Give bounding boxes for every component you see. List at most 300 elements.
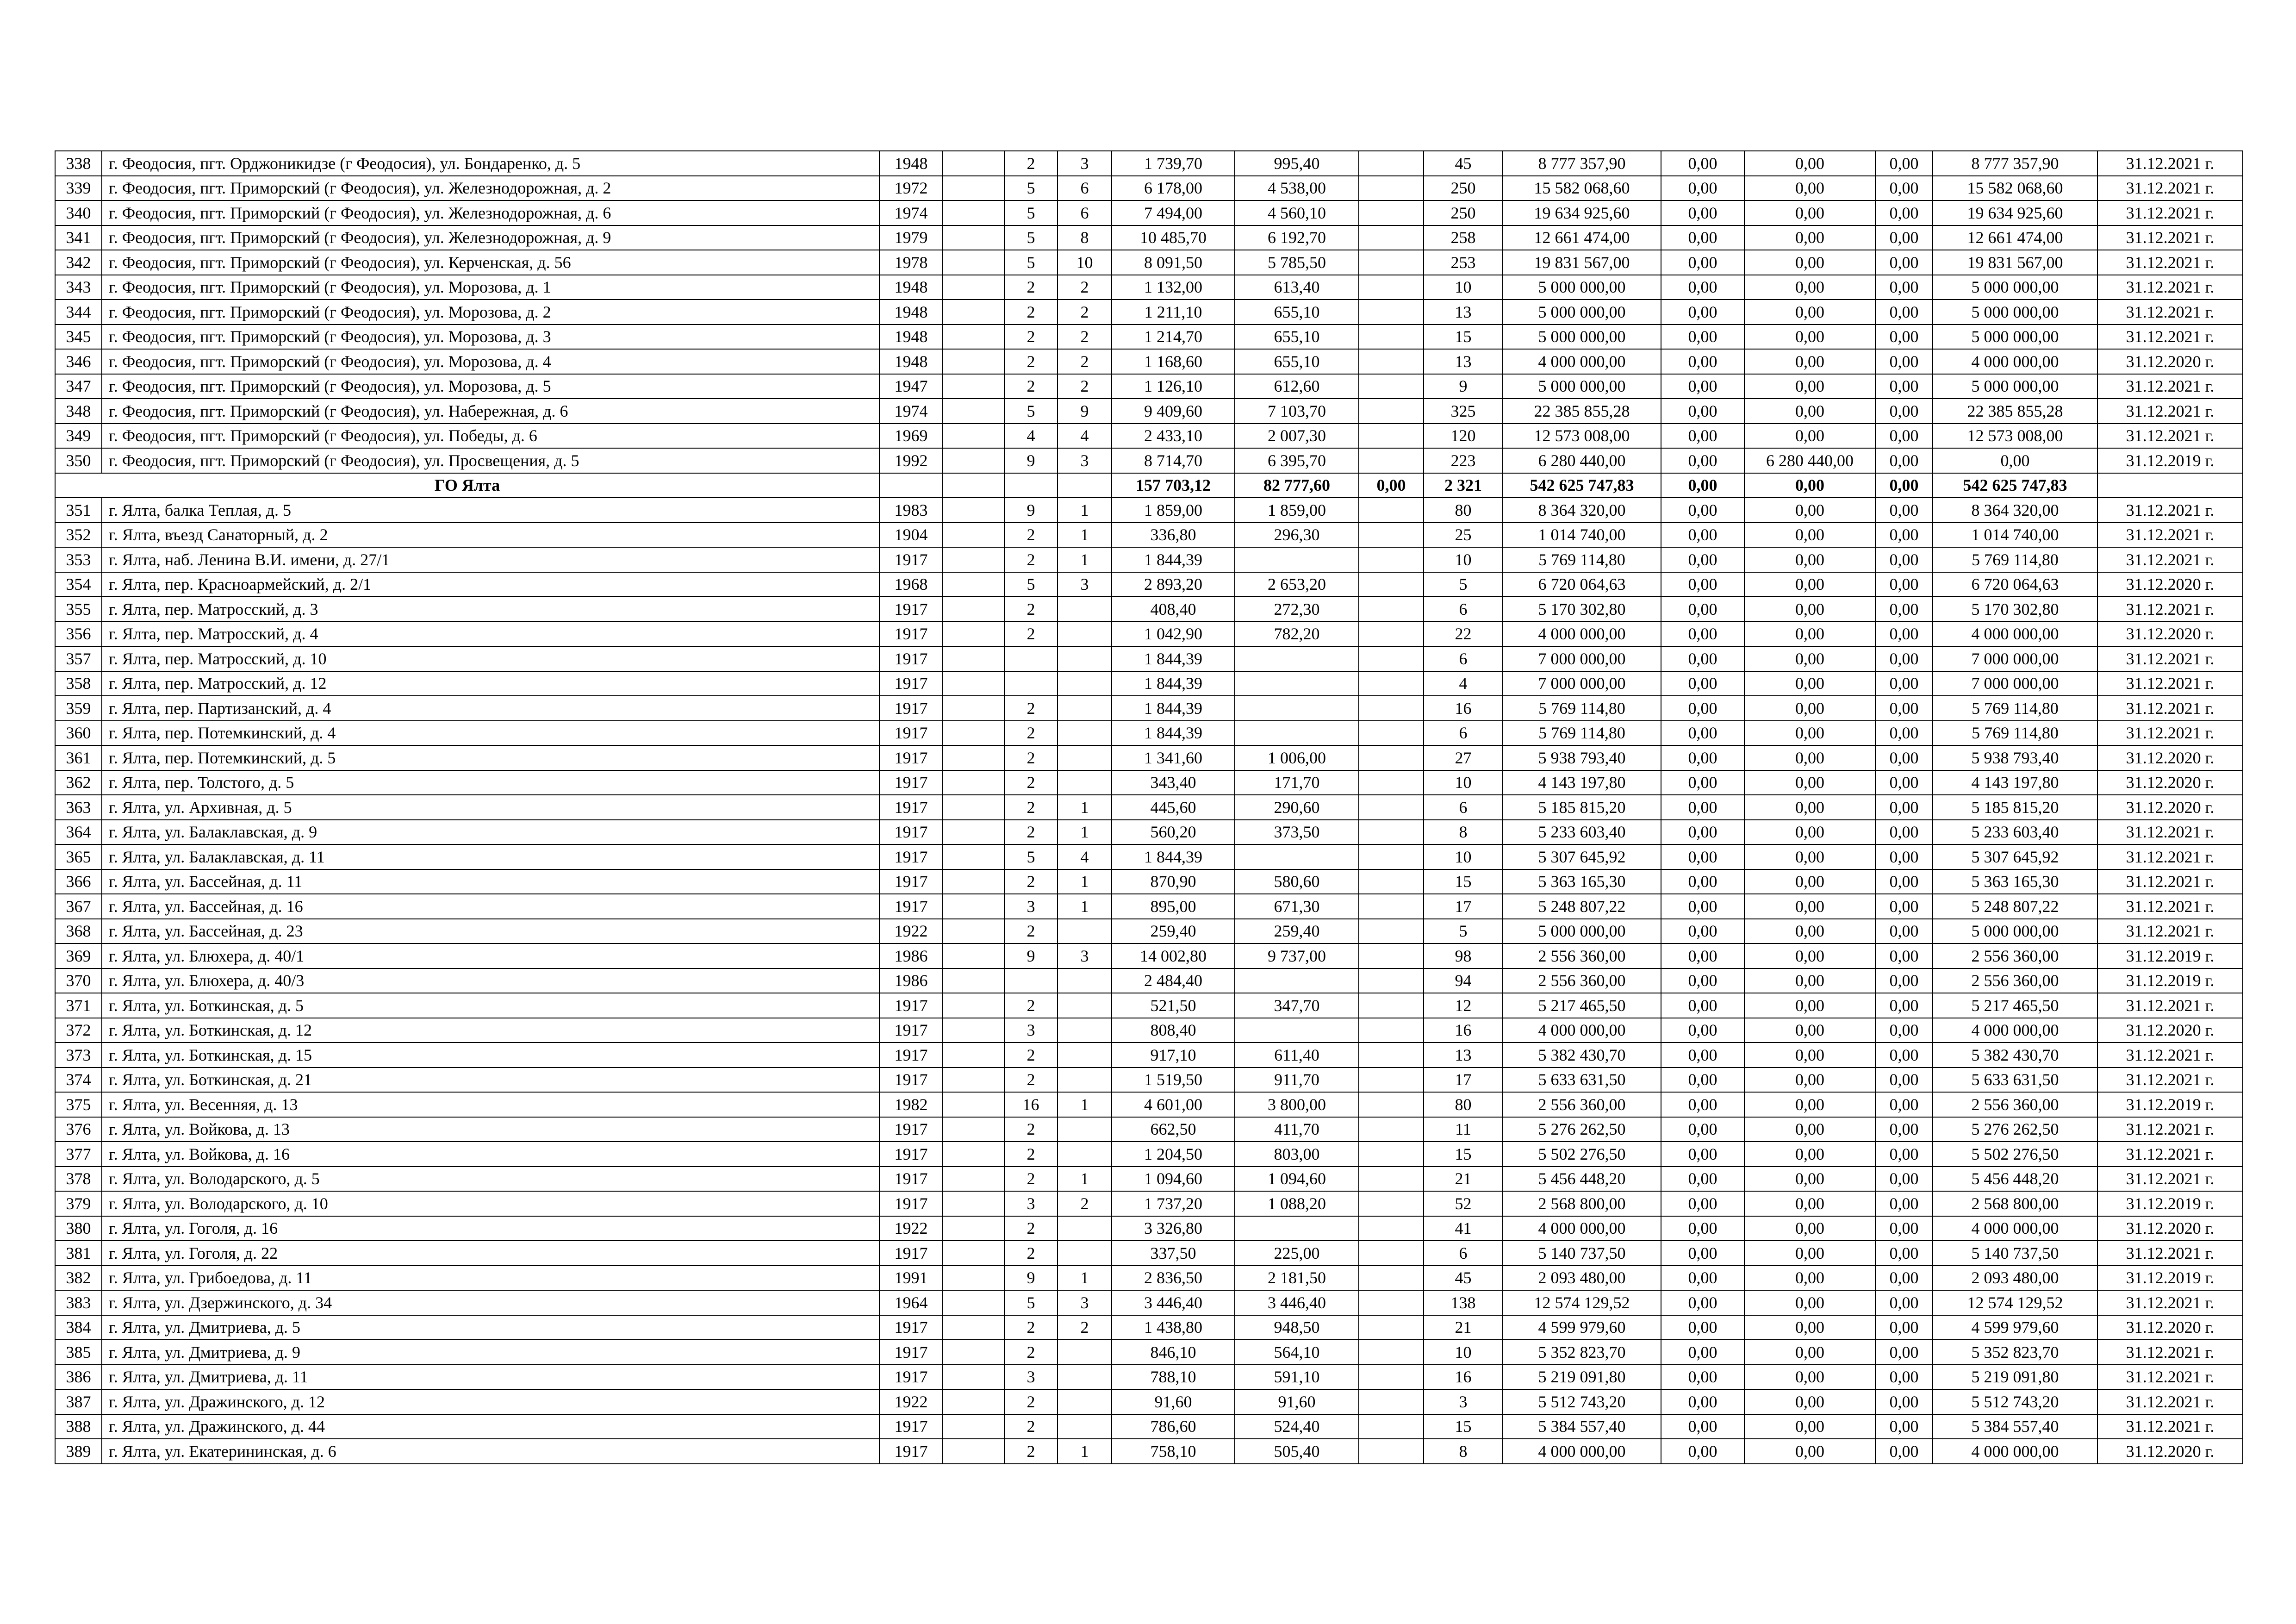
cell-year-commissioned [943,721,1004,746]
cell-local-cost: 0,00 [1875,795,1933,820]
cell-total-cost: 5 456 448,20 [1503,1167,1661,1192]
cell-budget-cost: 0,00 [1744,1439,1875,1464]
cell-local-cost: 0,00 [1875,1191,1933,1216]
cell-year-built: 1917 [879,1315,943,1340]
cell-address: г. Ялта, пер. Матросский, д. 4 [102,622,879,647]
cell-residential-area: 1 094,60 [1235,1167,1359,1192]
cell-address: г. Ялта, пер. Матросский, д. 10 [102,646,879,671]
cell-total-area: 1 126,10 [1112,374,1235,399]
cell-residents: 9 [1424,374,1503,399]
cell-budget-cost: 0,00 [1744,349,1875,374]
cell-entrances: 3 [1058,151,1112,176]
cell-row-number: 363 [55,795,102,820]
cell-residents: 6 [1424,646,1503,671]
cell-year-built: 1982 [879,1092,943,1117]
table-row [55,200,2243,225]
cell-entrances: 1 [1058,795,1112,820]
cell-residential-area: 6 192,70 [1235,225,1359,250]
cell-fund-cost: 0,00 [1661,696,1744,721]
cell-floors: 5 [1004,1290,1058,1315]
cell-budget-cost: 0,00 [1744,374,1875,399]
cell-floors: 9 [1004,1266,1058,1291]
cell-fund-cost: 0,00 [1661,597,1744,622]
cell-year-built: 1968 [879,572,943,597]
cell-address: г. Ялта, ул. Дмитриева, д. 5 [102,1315,879,1340]
cell-residential-area: 671,30 [1235,894,1359,919]
cell-residential-area: 655,10 [1235,300,1359,325]
cell-year-built: 1947 [879,374,943,399]
cell-fund-cost: 0,00 [1661,498,1744,523]
cell-entrances [1058,993,1112,1018]
cell-residents: 15 [1424,869,1503,894]
cell-total-area: 259,40 [1112,919,1235,944]
cell-budget-cost: 0,00 [1744,523,1875,548]
cell-budget-cost: 0,00 [1744,894,1875,919]
cell-nonresidential-area [1359,1290,1424,1315]
cell-entrances [1058,968,1112,993]
cell-total-area: 14 002,80 [1112,943,1235,968]
cell-residents: 6 [1424,597,1503,622]
cell-row-number: 358 [55,671,102,696]
cell-local-cost: 0,00 [1875,275,1933,300]
cell-address: г. Ялта, пер. Толстого, д. 5 [102,770,879,795]
cell-nonresidential-area [1359,820,1424,845]
cell-address: г. Ялта, пер. Матросский, д. 12 [102,671,879,696]
cell-year-commissioned [943,325,1004,350]
cell-floors: 2 [1004,770,1058,795]
cell-residential-area: 613,40 [1235,275,1359,300]
cell-entrances: 3 [1058,1290,1112,1315]
cell-residents: 4 [1424,671,1503,696]
cell-residential-area: 2 653,20 [1235,572,1359,597]
cell-year-built: 1917 [879,869,943,894]
table-row [55,622,2243,647]
cell-fund-cost: 0,00 [1661,1365,1744,1390]
cell-total-area: 445,60 [1112,795,1235,820]
table-row [55,300,2243,325]
cell-floors: 2 [1004,597,1058,622]
cell-row-number: 349 [55,424,102,449]
cell-residential-area: 611,40 [1235,1043,1359,1068]
cell-total-area: 917,10 [1112,1043,1235,1068]
cell-address: г. Ялта, ул. Войкова, д. 13 [102,1117,879,1142]
cell-year-built: 1948 [879,275,943,300]
cell-residents: 120 [1424,424,1503,449]
cell-total-cost: 5 000 000,00 [1503,919,1661,944]
cell-budget-cost: 0,00 [1744,721,1875,746]
cell-residents: 16 [1424,1018,1503,1043]
cell-nonresidential-area [1359,745,1424,770]
cell-row-number: 371 [55,993,102,1018]
cell-address: г. Ялта, пер. Матросский, д. 3 [102,597,879,622]
cell-total-cost: 2 556 360,00 [1503,1092,1661,1117]
cell-row-number: 353 [55,547,102,572]
cell-total-cost: 4 000 000,00 [1503,622,1661,647]
cell-floors: 2 [1004,721,1058,746]
cell-row-number: 357 [55,646,102,671]
cell-owners-cost: 19 634 925,60 [1933,200,2097,225]
cell-local-cost: 0,00 [1875,225,1933,250]
cell-total-cost: 5 140 737,50 [1503,1241,1661,1266]
cell-total-area: 1 094,60 [1112,1167,1235,1192]
cell-completion-date: 31.12.2019 г. [2097,1191,2243,1216]
table-row [55,1365,2243,1390]
cell-entrances [1058,696,1112,721]
cell-budget-cost: 0,00 [1744,424,1875,449]
cell-year-built: 1917 [879,721,943,746]
cell-fund-cost: 0,00 [1661,448,1744,473]
cell-nonresidential-area [1359,943,1424,968]
cell-fund-cost: 0,00 [1661,943,1744,968]
cell-row-number: 385 [55,1340,102,1365]
cell-residential-area: 347,70 [1235,993,1359,1018]
cell-fund-cost: 0,00 [1661,523,1744,548]
cell-residents: 10 [1424,1340,1503,1365]
total-cell: 0,00 [1744,473,1875,498]
cell-year-built: 1917 [879,1043,943,1068]
total-cell: 0,00 [1875,473,1933,498]
cell-year-built: 1917 [879,671,943,696]
cell-year-commissioned [943,1365,1004,1390]
cell-address: г. Ялта, ул. Дражинского, д. 12 [102,1389,879,1414]
cell-address: г. Ялта, ул. Балаклавская, д. 11 [102,844,879,869]
cell-owners-cost: 5 769 114,80 [1933,696,2097,721]
cell-fund-cost: 0,00 [1661,200,1744,225]
cell-floors: 2 [1004,300,1058,325]
cell-total-cost: 5 000 000,00 [1503,325,1661,350]
cell-fund-cost: 0,00 [1661,968,1744,993]
cell-floors: 2 [1004,547,1058,572]
cell-residents: 12 [1424,993,1503,1018]
cell-total-area: 1 844,39 [1112,696,1235,721]
cell-year-built: 1992 [879,448,943,473]
cell-year-commissioned [943,820,1004,845]
table-row [55,1290,2243,1315]
table-row [55,250,2243,275]
table-row [55,844,2243,869]
cell-floors: 3 [1004,1018,1058,1043]
total-cell: 82 777,60 [1235,473,1359,498]
cell-nonresidential-area [1359,275,1424,300]
cell-total-cost: 5 248 807,22 [1503,894,1661,919]
total-cell [1058,473,1112,498]
cell-entrances: 2 [1058,1191,1112,1216]
cell-nonresidential-area [1359,547,1424,572]
cell-residential-area: 580,60 [1235,869,1359,894]
cell-residential-area [1235,844,1359,869]
cell-fund-cost: 0,00 [1661,795,1744,820]
cell-year-built: 1978 [879,250,943,275]
cell-total-cost: 8 777 357,90 [1503,151,1661,176]
cell-nonresidential-area [1359,869,1424,894]
table-row [55,919,2243,944]
cell-residents: 98 [1424,943,1503,968]
cell-year-built: 1964 [879,1290,943,1315]
cell-nonresidential-area [1359,622,1424,647]
cell-floors: 2 [1004,622,1058,647]
cell-completion-date: 31.12.2021 г. [2097,1389,2243,1414]
cell-address: г. Феодосия, пгт. Приморский (г Феодосия), ул. Железнодорожная, д. 2 [102,176,879,201]
cell-budget-cost: 0,00 [1744,1043,1875,1068]
table-row [55,968,2243,993]
cell-residential-area: 373,50 [1235,820,1359,845]
cell-budget-cost: 0,00 [1744,869,1875,894]
cell-entrances: 2 [1058,325,1112,350]
cell-total-cost: 7 000 000,00 [1503,646,1661,671]
cell-address: г. Ялта, пер. Потемкинский, д. 4 [102,721,879,746]
cell-entrances [1058,721,1112,746]
cell-completion-date: 31.12.2021 г. [2097,820,2243,845]
cell-total-cost: 5 000 000,00 [1503,300,1661,325]
table-row [55,399,2243,424]
table-row [55,176,2243,201]
cell-fund-cost: 0,00 [1661,1142,1744,1167]
cell-completion-date: 31.12.2021 г. [2097,250,2243,275]
cell-floors: 2 [1004,795,1058,820]
cell-row-number: 389 [55,1439,102,1464]
table-row [55,869,2243,894]
cell-floors: 2 [1004,1389,1058,1414]
cell-budget-cost: 0,00 [1744,300,1875,325]
cell-nonresidential-area [1359,795,1424,820]
cell-year-commissioned [943,300,1004,325]
cell-nonresidential-area [1359,374,1424,399]
cell-local-cost: 0,00 [1875,572,1933,597]
cell-fund-cost: 0,00 [1661,869,1744,894]
cell-local-cost: 0,00 [1875,993,1933,1018]
cell-address: г. Ялта, ул. Грибоедова, д. 11 [102,1266,879,1291]
cell-residents: 21 [1424,1315,1503,1340]
cell-residential-area: 4 538,00 [1235,176,1359,201]
cell-residential-area: 591,10 [1235,1365,1359,1390]
cell-owners-cost: 19 831 567,00 [1933,250,2097,275]
cell-floors: 2 [1004,1340,1058,1365]
cell-row-number: 365 [55,844,102,869]
cell-residents: 45 [1424,1266,1503,1291]
cell-total-cost: 2 568 800,00 [1503,1191,1661,1216]
cell-year-commissioned [943,1191,1004,1216]
cell-completion-date: 31.12.2021 г. [2097,1290,2243,1315]
table-row [55,820,2243,845]
cell-year-built: 1969 [879,424,943,449]
cell-residential-area [1235,1216,1359,1241]
total-cell: 157 703,12 [1112,473,1235,498]
cell-address: г. Ялта, ул. Бассейная, д. 16 [102,894,879,919]
cell-entrances: 1 [1058,820,1112,845]
cell-nonresidential-area [1359,671,1424,696]
cell-address: г. Ялта, ул. Володарского, д. 5 [102,1167,879,1192]
cell-fund-cost: 0,00 [1661,349,1744,374]
cell-year-commissioned [943,1266,1004,1291]
cell-completion-date: 31.12.2019 г. [2097,448,2243,473]
cell-floors: 2 [1004,1117,1058,1142]
cell-row-number: 366 [55,869,102,894]
cell-floors: 2 [1004,374,1058,399]
cell-year-built: 1917 [879,1340,943,1365]
cell-fund-cost: 0,00 [1661,1191,1744,1216]
cell-year-built: 1974 [879,399,943,424]
cell-local-cost: 0,00 [1875,1043,1933,1068]
cell-year-built: 1979 [879,225,943,250]
cell-address: г. Ялта, пер. Партизанский, д. 4 [102,696,879,721]
cell-nonresidential-area [1359,200,1424,225]
cell-fund-cost: 0,00 [1661,1092,1744,1117]
housing-table [55,150,2243,1464]
table-row [55,498,2243,523]
cell-owners-cost: 1 014 740,00 [1933,523,2097,548]
cell-entrances: 1 [1058,894,1112,919]
cell-completion-date: 31.12.2020 г. [2097,622,2243,647]
cell-floors: 2 [1004,820,1058,845]
total-cell [879,473,943,498]
cell-year-commissioned [943,919,1004,944]
cell-owners-cost: 15 582 068,60 [1933,176,2097,201]
cell-total-cost: 4 599 979,60 [1503,1315,1661,1340]
cell-entrances [1058,1018,1112,1043]
cell-total-cost: 5 185 815,20 [1503,795,1661,820]
cell-nonresidential-area [1359,250,1424,275]
cell-owners-cost: 5 938 793,40 [1933,745,2097,770]
cell-local-cost: 0,00 [1875,1117,1933,1142]
cell-year-built: 1917 [879,993,943,1018]
cell-total-area: 1 739,70 [1112,151,1235,176]
cell-completion-date: 31.12.2021 г. [2097,646,2243,671]
cell-local-cost: 0,00 [1875,622,1933,647]
cell-total-cost: 5 219 091,80 [1503,1365,1661,1390]
cell-owners-cost: 4 000 000,00 [1933,1439,2097,1464]
cell-owners-cost: 5 307 645,92 [1933,844,2097,869]
cell-residents: 6 [1424,721,1503,746]
cell-local-cost: 0,00 [1875,374,1933,399]
cell-total-area: 1 132,00 [1112,275,1235,300]
cell-floors [1004,646,1058,671]
cell-residential-area: 6 395,70 [1235,448,1359,473]
cell-row-number: 346 [55,349,102,374]
cell-address: г. Ялта, ул. Балаклавская, д. 9 [102,820,879,845]
cell-year-built: 1983 [879,498,943,523]
cell-owners-cost: 7 000 000,00 [1933,646,2097,671]
cell-owners-cost: 5 512 743,20 [1933,1389,2097,1414]
cell-fund-cost: 0,00 [1661,250,1744,275]
cell-completion-date: 31.12.2021 г. [2097,1117,2243,1142]
cell-total-cost: 4 000 000,00 [1503,1216,1661,1241]
cell-budget-cost: 0,00 [1744,176,1875,201]
cell-local-cost: 0,00 [1875,1365,1933,1390]
cell-entrances [1058,671,1112,696]
cell-address: г. Феодосия, пгт. Орджоникидзе (г Феодосия), ул. Бондаренко, д. 5 [102,151,879,176]
cell-total-cost: 6 720 064,63 [1503,572,1661,597]
cell-total-area: 1 519,50 [1112,1068,1235,1093]
cell-residents: 15 [1424,1142,1503,1167]
cell-year-commissioned [943,1216,1004,1241]
cell-floors: 2 [1004,523,1058,548]
table-row [55,325,2243,350]
cell-budget-cost: 0,00 [1744,547,1875,572]
table-total-group [55,473,2243,498]
cell-residential-area: 259,40 [1235,919,1359,944]
cell-residential-area: 1 088,20 [1235,1191,1359,1216]
cell-completion-date: 31.12.2021 г. [2097,919,2243,944]
cell-total-area: 2 836,50 [1112,1266,1235,1291]
cell-entrances: 6 [1058,200,1112,225]
table-row [55,1191,2243,1216]
cell-address: г. Феодосия, пгт. Приморский (г Феодосия), ул. Морозова, д. 3 [102,325,879,350]
cell-total-cost: 5 233 603,40 [1503,820,1661,845]
cell-row-number: 340 [55,200,102,225]
cell-entrances: 4 [1058,844,1112,869]
cell-row-number: 341 [55,225,102,250]
cell-nonresidential-area [1359,993,1424,1018]
cell-entrances: 1 [1058,547,1112,572]
table-row [55,671,2243,696]
cell-budget-cost: 0,00 [1744,597,1875,622]
cell-fund-cost: 0,00 [1661,1290,1744,1315]
cell-address: г. Феодосия, пгт. Приморский (г Феодосия), ул. Железнодорожная, д. 9 [102,225,879,250]
cell-local-cost: 0,00 [1875,1389,1933,1414]
cell-fund-cost: 0,00 [1661,1315,1744,1340]
table-row [55,646,2243,671]
cell-floors: 5 [1004,572,1058,597]
cell-floors: 2 [1004,696,1058,721]
table-body-feodosia [55,151,2243,473]
cell-total-area: 8 091,50 [1112,250,1235,275]
cell-local-cost: 0,00 [1875,597,1933,622]
cell-total-cost: 12 661 474,00 [1503,225,1661,250]
cell-nonresidential-area [1359,498,1424,523]
cell-total-area: 1 204,50 [1112,1142,1235,1167]
cell-entrances [1058,646,1112,671]
cell-budget-cost: 0,00 [1744,844,1875,869]
cell-nonresidential-area [1359,349,1424,374]
cell-nonresidential-area [1359,151,1424,176]
cell-entrances [1058,1414,1112,1439]
cell-entrances [1058,1241,1112,1266]
cell-nonresidential-area [1359,1191,1424,1216]
cell-row-number: 351 [55,498,102,523]
cell-year-commissioned [943,795,1004,820]
cell-budget-cost: 0,00 [1744,1414,1875,1439]
cell-local-cost: 0,00 [1875,1068,1933,1093]
cell-residents: 45 [1424,151,1503,176]
cell-nonresidential-area [1359,523,1424,548]
cell-budget-cost: 0,00 [1744,1389,1875,1414]
cell-total-area: 91,60 [1112,1389,1235,1414]
cell-completion-date: 31.12.2019 г. [2097,943,2243,968]
cell-residents: 21 [1424,1167,1503,1192]
cell-total-area: 8 714,70 [1112,448,1235,473]
cell-floors: 2 [1004,1043,1058,1068]
cell-fund-cost: 0,00 [1661,374,1744,399]
cell-local-cost: 0,00 [1875,523,1933,548]
cell-fund-cost: 0,00 [1661,1043,1744,1068]
cell-completion-date: 31.12.2021 г. [2097,523,2243,548]
cell-completion-date: 31.12.2021 г. [2097,399,2243,424]
cell-total-cost: 5 512 743,20 [1503,1389,1661,1414]
cell-year-built: 1917 [879,597,943,622]
cell-owners-cost: 5 000 000,00 [1933,300,2097,325]
cell-year-commissioned [943,151,1004,176]
cell-entrances: 2 [1058,1315,1112,1340]
table-row [55,1241,2243,1266]
cell-year-commissioned [943,399,1004,424]
cell-entrances: 1 [1058,1092,1112,1117]
cell-nonresidential-area [1359,176,1424,201]
cell-completion-date: 31.12.2020 г. [2097,1315,2243,1340]
cell-residents: 8 [1424,820,1503,845]
cell-nonresidential-area [1359,424,1424,449]
cell-residents: 25 [1424,523,1503,548]
cell-floors: 2 [1004,1167,1058,1192]
